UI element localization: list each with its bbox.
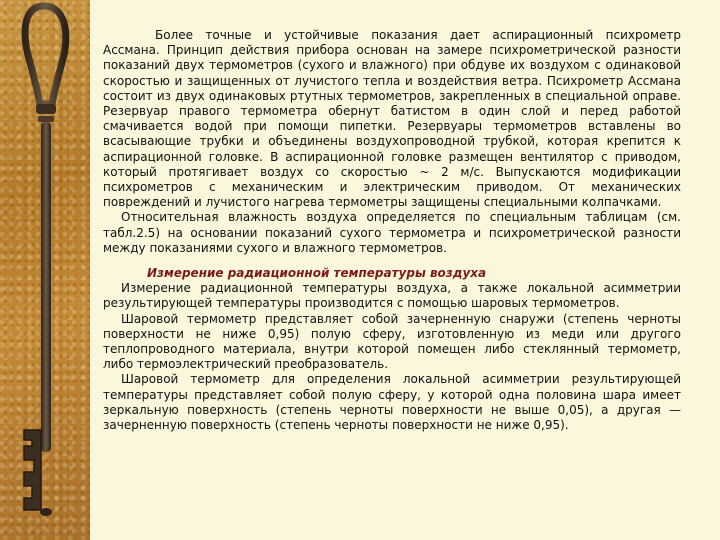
- paragraph-psychrometer-description: Более точные и устойчивые показания дает аспирационный психрометр Ассмана. Принцип действия прибора основан на замере психрометрической разности показаний двух термометров (сухого и влажного) при обдуве их воздухом с одинаковой скоростью и защищенных от лучистого тепла и воздействия ветра. Психрометр Ассмана состоит из двух одинаковых ртутных термометров, закрепленных в специальной оправе. Резервуар правого термометра обернут батистом в один слой и перед работой смачивается водой при помощи пипетки. Резервуары термометров вставлены во всасывающие трубки и объединены воздухопроводной трубкой, которая крепится к аспирационной головке. В аспирационной головке размещен вентилятор с приводом, который протягивает воздух со скоростью ~ 2 м/с. Выпускаются модификации психрометров с механическим и электрическим приводом. От механических повреждений и лучистого нагрева термометры защищены специальными колпачками.: [103, 28, 681, 210]
- document-body: [103, 28, 681, 433]
- paragraph-globe-thermometer: Шаровой термометр представляет собой зачерненную снаружи (степень черноты поверхности не ниже 0,95) полую сферу, изготовленную из меди или другого теплопроводного материала, внутри которой помещен либо стеклянный термометр, либо термоэлектрический преобразователь.: [103, 311, 681, 372]
- old-key-icon: [0, 0, 90, 540]
- section-heading: Измерение радиационной температуры воздуха: [147, 266, 487, 281]
- decorative-side-panel: [0, 0, 90, 540]
- paragraph-radiation-temperature: Измерение радиационной температуры воздуха, а также локальной асимметрии результирующей температуры производится с помощью шаровых термометров.: [103, 281, 681, 311]
- paragraph-relative-humidity: Относительная влажность воздуха определяется по специальным таблицам (см. табл.2.5) на основании показаний сухого термометра и психрометрической разности между показаниями сухого и влажного термометров.: [103, 210, 681, 255]
- paragraph-asymmetry-thermometer: Шаровой термометр для определения локальной асимметрии результирующей температуры представляет собой полую сферу, у которой одна половина шара имеет зеркальную поверхность (степень черноты поверхности не выше 0,05), а другая — зачерненную поверхность (степень черноты поверхности не ниже 0,95).: [103, 372, 681, 433]
